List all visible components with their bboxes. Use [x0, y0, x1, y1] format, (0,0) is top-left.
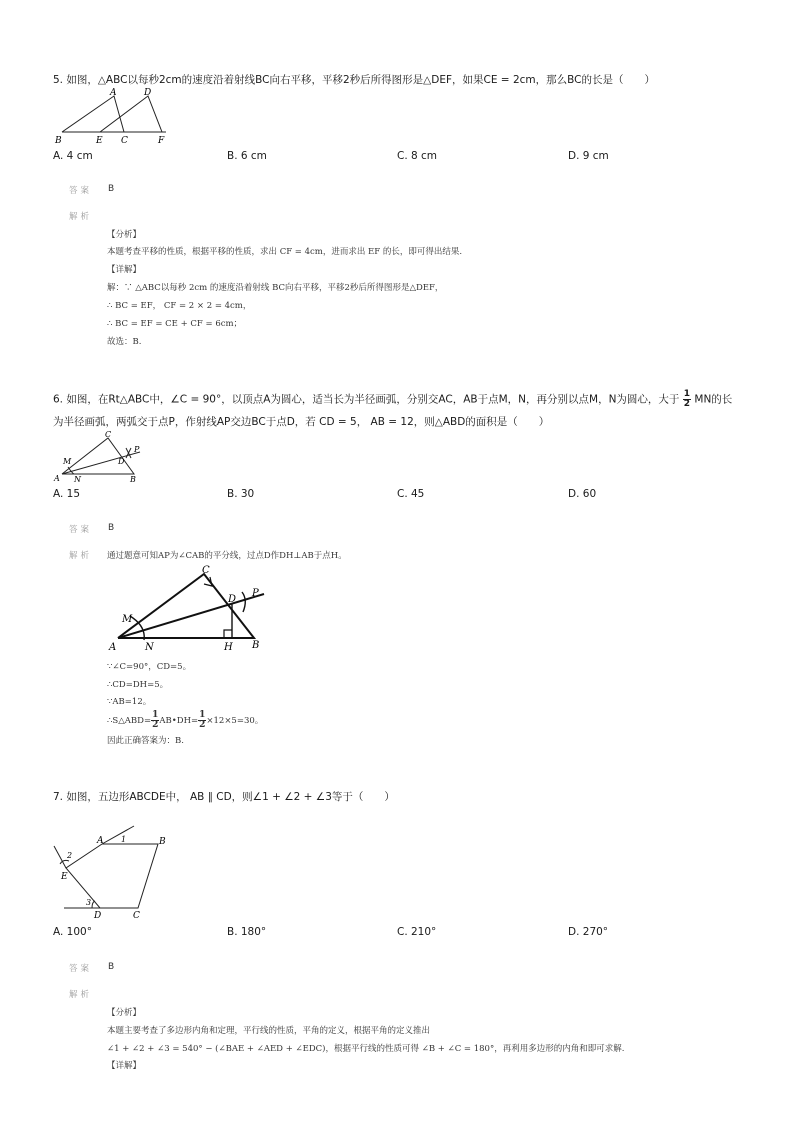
- q7-label-B: B: [159, 837, 166, 847]
- frac-den: 2: [152, 720, 159, 730]
- q5-label-D: D: [144, 88, 152, 98]
- q7-ext-ab: [102, 826, 134, 844]
- q5-option-a[interactable]: A. 4 cm: [53, 150, 93, 162]
- q7-option-d[interactable]: D. 270°: [568, 926, 609, 938]
- q5-answer-label: 答案: [69, 186, 93, 196]
- q5-solution-line: 【详解】: [107, 265, 142, 275]
- q6-big-label-H: H: [224, 642, 233, 653]
- frac-den: 2: [683, 399, 691, 409]
- q6-option-c[interactable]: C. 45: [397, 488, 425, 500]
- q5-label-A: A: [110, 88, 117, 98]
- q6-triangle: [62, 438, 134, 474]
- q7-solution-line: 【分析】: [107, 1008, 142, 1018]
- q6-fraction: [683, 390, 691, 409]
- q5-solution-line: ∴ BC = EF， CF = 2 × 2 = 4cm，: [107, 301, 252, 311]
- q6-small-label-C: C: [105, 430, 112, 439]
- q5-answer: B: [108, 184, 115, 194]
- q7-label-C: C: [133, 911, 140, 920]
- q7-stem: 7. 如图，五边形ABCDE中， AB ∥ CD，则∠1 + ∠2 + ∠3等于（ ）: [53, 791, 395, 803]
- frac-den: 2: [199, 720, 206, 730]
- q5-label-B: B: [55, 136, 62, 146]
- q7-option-c[interactable]: C. 210°: [397, 926, 437, 938]
- q7-figure: [50, 822, 180, 920]
- q6-big-label-N: N: [145, 642, 154, 653]
- q5-label-E: E: [96, 136, 103, 146]
- q5-stem: 5. 如图，△ABC以每秒2cm的速度沿着射线BC向右平移，平移2秒后所得图形是△DEF，如果CE = 2cm，那么BC的长是（ ）: [53, 74, 655, 86]
- q6-option-d[interactable]: D. 60: [568, 488, 597, 500]
- frac-num: 1: [199, 710, 206, 720]
- q6-big-arc-p: [242, 592, 245, 612]
- q7-answer-label: 答案: [69, 964, 93, 974]
- q6-big-label-D: D: [228, 594, 237, 605]
- q6-small-label-A: A: [54, 474, 60, 483]
- q5-option-c[interactable]: C. 8 cm: [397, 150, 438, 162]
- q7-pentagon: [66, 844, 158, 908]
- q5-solution-line: 【分析】: [107, 230, 142, 240]
- q7-label-D: D: [94, 911, 102, 920]
- q5-triangle-abc: [62, 96, 124, 132]
- q6-solution-line: ∵AB=12。: [107, 697, 152, 707]
- q6-stem-part1: 6. 如图，在Rt△ABC中，∠C = 90°，以顶点A为圆心，适当长为半径画弧，分别交AC，AB于点M，N，再分别以点M，N为圆心，大于: [53, 393, 680, 406]
- q6-small-label-D: D: [118, 457, 125, 466]
- q6-right-angle-h: [224, 630, 232, 638]
- q6-ray-ap: [62, 452, 140, 474]
- q6-area-line: [107, 711, 263, 730]
- q6-small-label-P: P: [134, 445, 140, 454]
- q5-label-F: F: [158, 136, 165, 146]
- q5-solution-line: 解：∵ △ABC以每秒 2cm 的速度沿着射线 BC向右平移，平移2秒后所得图形是△DEF，: [107, 283, 444, 293]
- q7-solution-line: 本题主要考查了多边形内角和定理，平行线的性质，平角的定义，根据平角的定义推出: [107, 1026, 431, 1036]
- q6-small-figure: [52, 430, 152, 486]
- area-part-c: ×12×5=30。: [206, 716, 264, 726]
- q6-stem-line1: [53, 390, 732, 409]
- q5-triangle-def: [100, 96, 162, 132]
- q6-big-label-B: B: [252, 640, 260, 651]
- q6-solution-line: ∴CD=DH=5。: [107, 680, 169, 690]
- q6-big-label-P: P: [252, 588, 259, 599]
- q6-small-label-N: N: [74, 475, 81, 484]
- q6-small-label-B: B: [130, 475, 136, 484]
- q6-small-label-M: M: [63, 457, 72, 466]
- q6-solution-figure: [104, 560, 280, 654]
- q7-angle-2-arc: [60, 860, 69, 864]
- area-part-b: AB•DH=: [159, 716, 199, 726]
- q6-stem-part2: MN的长: [694, 393, 733, 406]
- q5-solution-line: 故选：B.: [107, 337, 142, 347]
- q7-solution-line: ∠1 + ∠2 + ∠3 = 540° − (∠BAE + ∠AED + ∠EDC)，根据平行线的性质可得 ∠B + ∠C = 180°，再利用多边形的内角和即可求解.: [107, 1044, 625, 1054]
- q6-stem-line2: 为半径画弧，两弧交于点P，作射线AP交边BC于点D，若 CD = 5， AB = 12，则△ABD的面积是（ ）: [53, 416, 550, 428]
- q6-solution-intro: 通过题意可知AP为∠CAB的平分线，过点D作DH⊥AB于点H。: [107, 551, 347, 561]
- q6-analysis-label: 解析: [69, 551, 93, 561]
- q6-big-triangle: [118, 574, 254, 638]
- q6-option-b[interactable]: B. 30: [227, 488, 255, 500]
- q6-big-label-M: M: [122, 614, 133, 625]
- q5-figure: [52, 86, 177, 146]
- q7-ext-ae: [54, 846, 66, 868]
- q7-label-A: A: [97, 836, 104, 846]
- q6-answer-label: 答案: [69, 525, 93, 535]
- q6-solution-line: ∵∠C=90°，CD=5。: [107, 662, 192, 672]
- q6-option-a[interactable]: A. 15: [53, 488, 81, 500]
- q7-option-a[interactable]: A. 100°: [53, 926, 92, 938]
- area-part-a: ∴S△ABD=: [107, 716, 152, 726]
- q6-big-label-A: A: [109, 642, 117, 653]
- q6-answer: B: [108, 523, 115, 533]
- q5-solution-line: ∴ BC = EF = CE + CF = 6cm；: [107, 319, 243, 329]
- q5-label-C: C: [121, 136, 128, 146]
- q7-label-1: 1: [121, 835, 127, 844]
- q7-answer: B: [108, 962, 115, 972]
- q5-option-b[interactable]: B. 6 cm: [227, 150, 267, 162]
- q6-solution-end: 因此正确答案为：B.: [107, 736, 184, 746]
- q7-option-b[interactable]: B. 180°: [227, 926, 267, 938]
- q5-analysis-label: 解析: [69, 212, 93, 222]
- q7-label-E: E: [61, 872, 68, 882]
- q5-solution-line: 本题考查平移的性质，根据平移的性质，求出 CF = 4cm，进而求出 EF 的长，即可得出结果.: [107, 247, 463, 257]
- q7-solution-line: 【详解】: [107, 1061, 142, 1071]
- q7-analysis-label: 解析: [69, 990, 93, 1000]
- q5-option-d[interactable]: D. 9 cm: [568, 150, 609, 162]
- frac-num: 1: [683, 389, 691, 399]
- q7-label-2: 2: [67, 851, 73, 860]
- q6-big-ray: [118, 594, 264, 638]
- q6-big-label-C: C: [202, 565, 210, 576]
- frac-num: 1: [152, 710, 159, 720]
- q7-label-3: 3: [86, 898, 92, 907]
